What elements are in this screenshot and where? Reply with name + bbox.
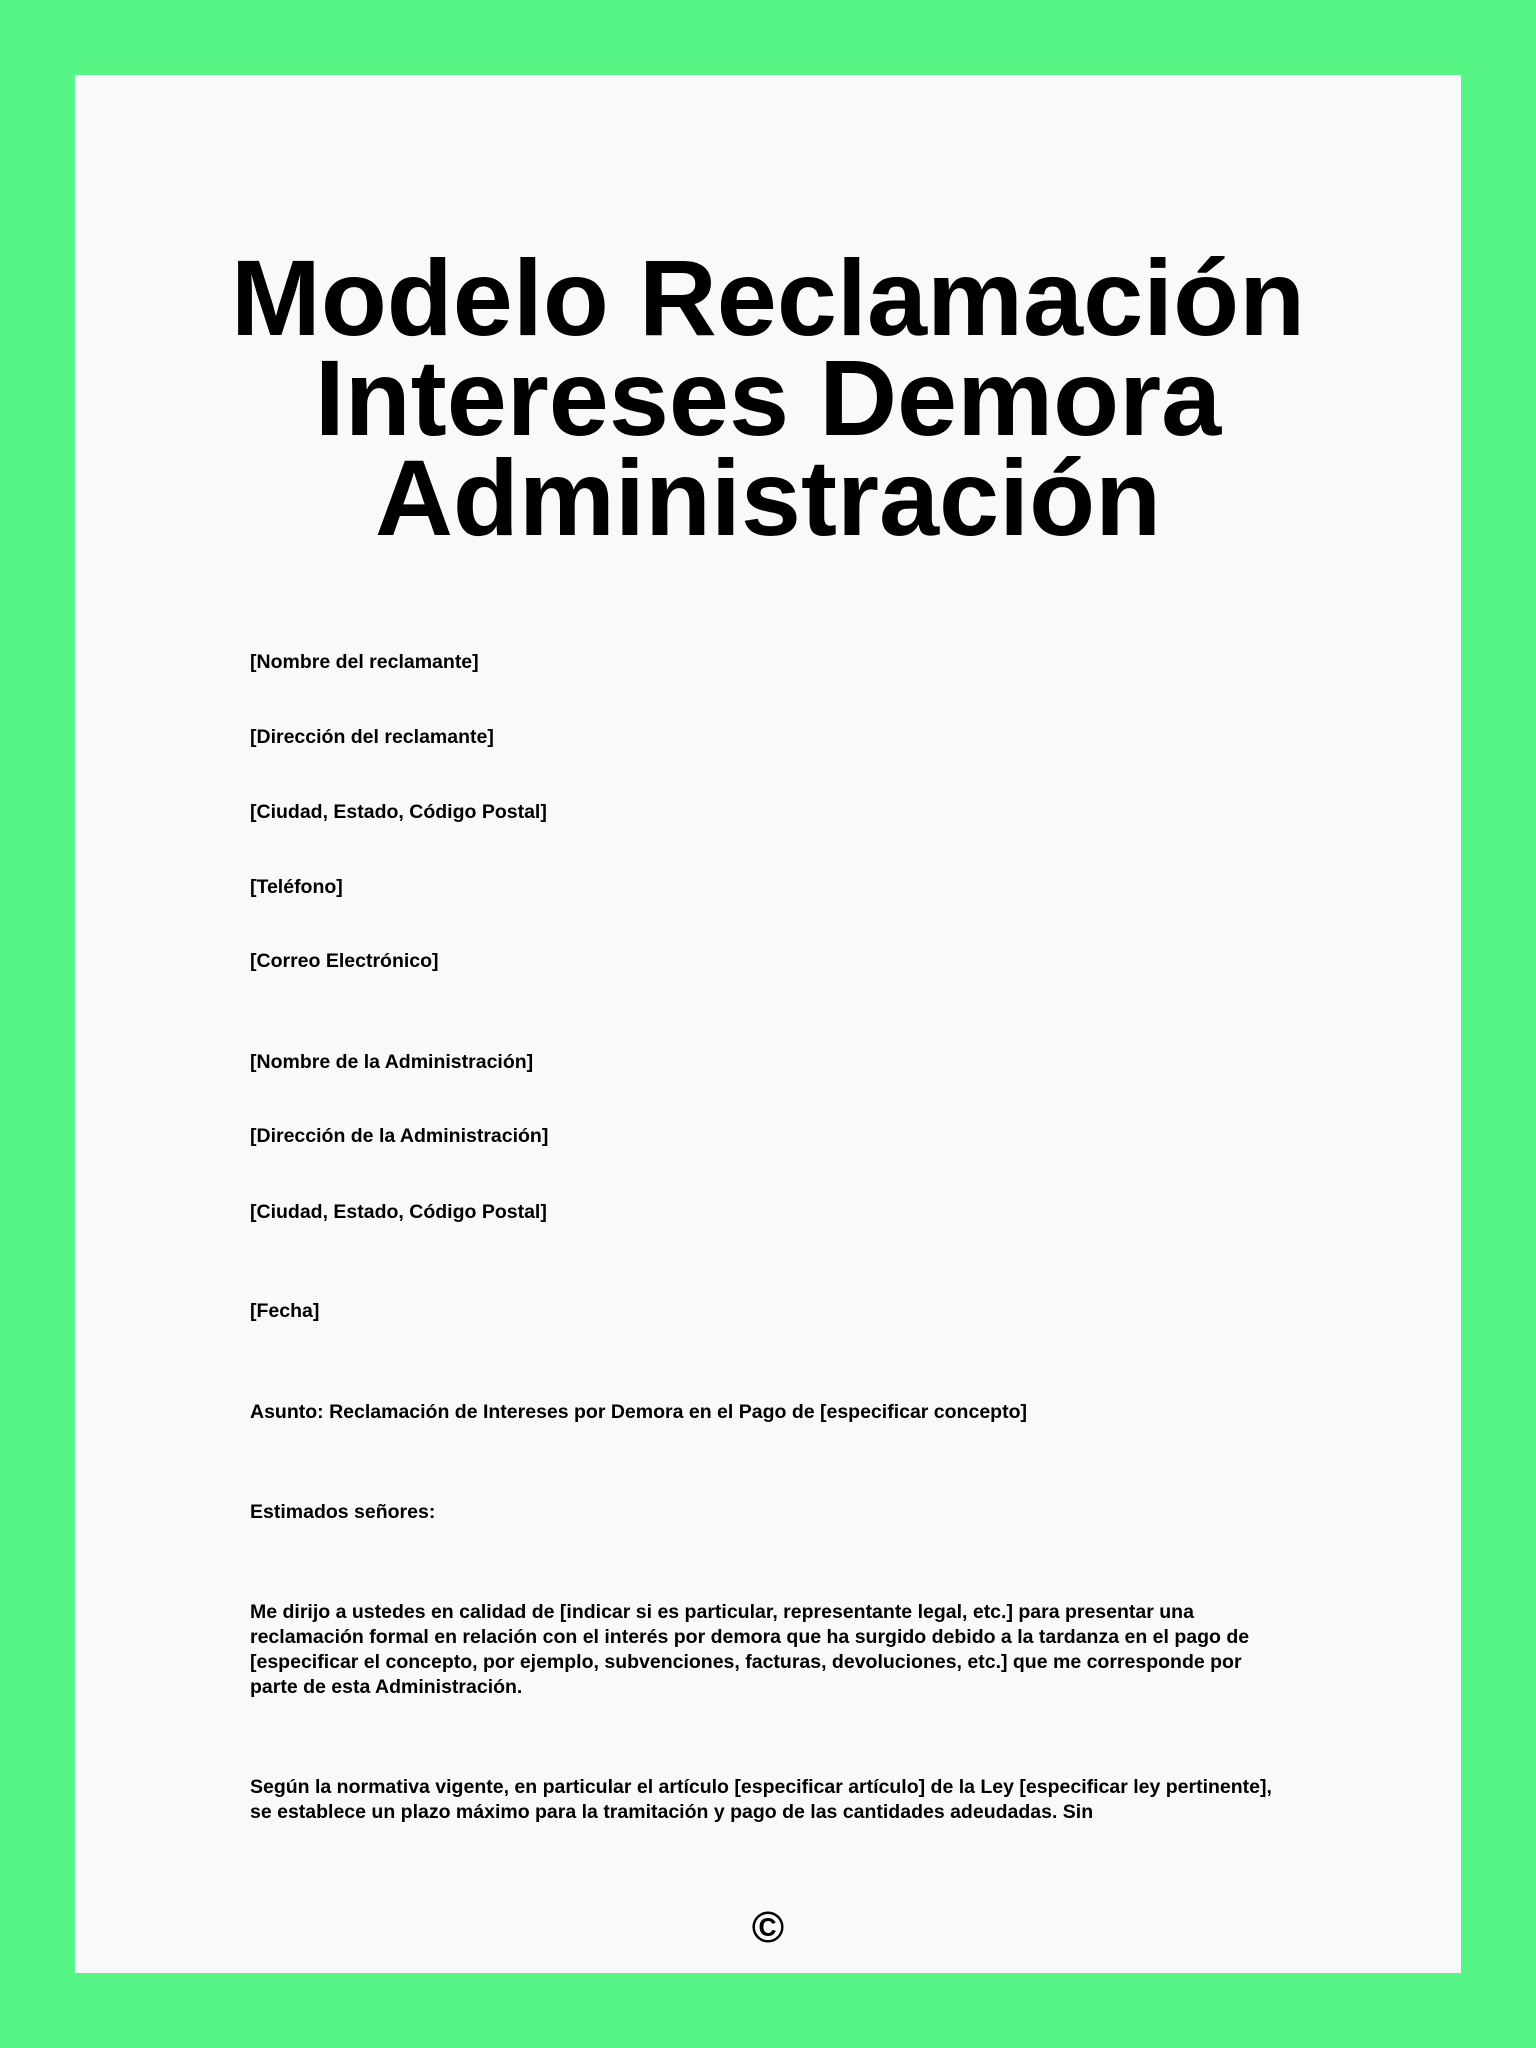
letter-subject: Asunto: Reclamación de Intereses por Demora en el Pago de [especificar concepto]: [250, 1401, 1027, 1423]
letter-date: [Fecha]: [250, 1300, 320, 1322]
copyright-icon: ©: [751, 1903, 785, 1952]
recipient-city: [Ciudad, Estado, Código Postal]: [250, 1201, 547, 1223]
sender-phone: [Teléfono]: [250, 876, 343, 898]
letter-greeting: Estimados señores:: [250, 1501, 436, 1523]
title-line: Administración: [374, 437, 1162, 558]
sender-city: [Ciudad, Estado, Código Postal]: [250, 801, 547, 823]
sender-address: [Dirección del reclamante]: [250, 726, 494, 748]
body-paragraph: Según la normativa vigente, en particular el artículo [especificar artículo] de la Ley [especificar ley pertinente], se establece un plazo máximo para la tramitación y pago de las cantidades adeudadas. Sin: [250, 1776, 1272, 1823]
document-title: [0, 237, 1536, 558]
recipient-name: [Nombre de la Administración]: [250, 1051, 534, 1073]
title-line: Intereses Demora: [314, 337, 1222, 458]
body-paragraph: Me dirijo a ustedes en calidad de [indicar si es particular, representante legal, etc.] para presentar una reclamación formal en relación con el interés por demora que ha surgido debido a la tardanza en el pago de [especificar el concepto, por ejemplo, subvenciones, facturas, devoluciones, etc.] que me corresponde por parte de esta Administración.: [250, 1601, 1250, 1698]
recipient-address: [Dirección de la Administración]: [250, 1125, 549, 1147]
title-line: Modelo Reclamación: [230, 237, 1306, 358]
sender-name: [Nombre del reclamante]: [250, 651, 479, 673]
sender-email: [Correo Electrónico]: [250, 950, 439, 972]
